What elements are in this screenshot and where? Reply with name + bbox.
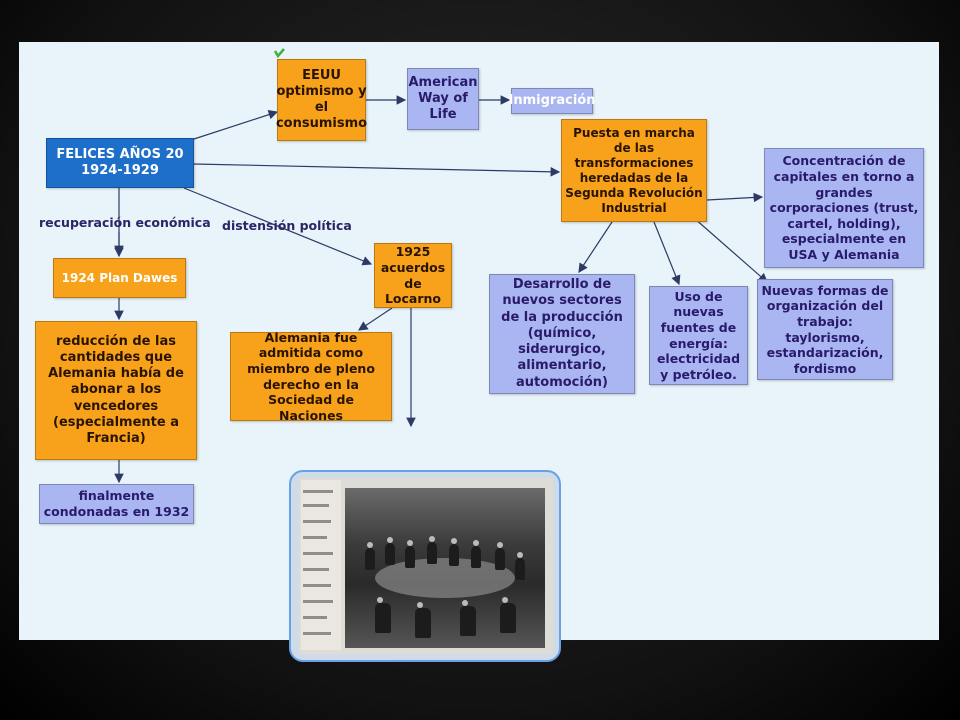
photo-table [375,558,515,598]
node-desarrollo-sectores: Desarrollo de nuevos sectores de la producción (químico, siderurgico, alimentario, automoción) [489,274,635,394]
node-american-way: American Way of Life [407,68,479,130]
node-puesta-en-marcha: Puesta en marcha de las transformaciones heredadas de la Segunda Revolución Industrial [561,119,707,222]
node-concentracion: Concentración de capitales en torno a grandes corporaciones (trust, cartel, holding), especialmente en USA y Alemania [764,148,924,268]
photo-signature-list [301,480,341,650]
link-felices-puesta [194,164,559,172]
photo-meeting-scene [345,488,545,648]
node-plan-dawes: 1924 Plan Dawes [53,258,186,298]
node-locarno: 1925 acuerdos de Locarno [374,243,452,308]
check-icon [275,49,284,56]
node-organizacion-trabajo: Nuevas formas de organización del trabajo: taylorismo, estandarización, fordismo [757,279,893,380]
link-puesta-energia [654,222,679,284]
link-puesta-desarrollo [579,222,612,272]
node-condonadas: finalmente condonadas en 1932 [39,484,194,524]
link-puesta-organizacion [694,218,767,282]
photo-image [299,478,553,654]
label-recuperacion-economica: recuperación económica [39,215,211,230]
concept-map-canvas [19,42,939,640]
link-felices-eeuu [194,112,277,139]
node-inmigracion: Inmigración [511,88,593,114]
locarno-conference-photo [289,470,561,662]
node-alemania-sociedad-naciones: Alemania fue admitida como miembro de pleno derecho en la Sociedad de Naciones [230,332,392,421]
link-puesta-concentracion [707,197,762,200]
node-eeuu: EEUU optimismo y el consumismo [277,59,366,141]
link-locarno-alemania [359,308,392,330]
node-reduccion: reducción de las cantidades que Alemania había de abonar a los vencedores (especialmente a Francia) [35,321,197,460]
label-distension-politica: distensión política [222,218,352,233]
node-fuentes-energia: Uso de nuevas fuentes de energía: electricidad y petróleo. [649,286,748,385]
node-felices-anos-20: FELICES AÑOS 20 1924-1929 [46,138,194,188]
